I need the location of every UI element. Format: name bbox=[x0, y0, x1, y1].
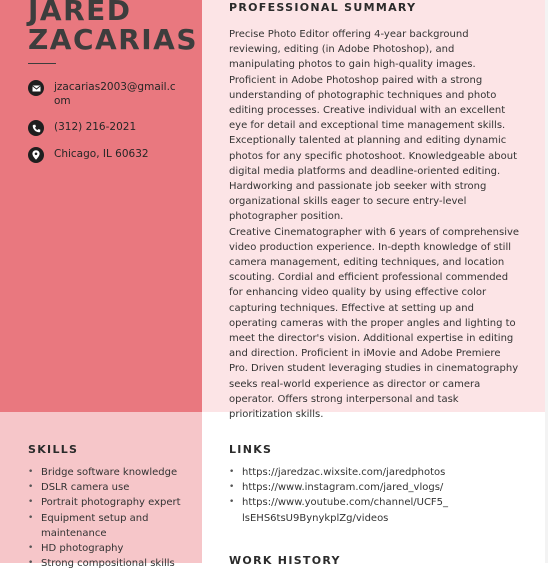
name-last: ZACARIAS bbox=[28, 23, 199, 56]
summary-paragraph-photo-editor: Precise Photo Editor offering 4-year background reviewing, editing (in Adobe Photoshop), and manipulating photos to gain high-quality images. Proficient in Adobe Photoshop paired with a strong understanding of photographic techniques and photo editing processes. Creative individual with an excellent eye for detail and exceptional time management skills. Exceptionally talented at planning and editing dynamic photos for any specific photoshoot. Knowledgeable about digital media platforms and deadline-oriented editing. Hardworking and passionate job seeker with strong organizational skills eager to secure entry-level photographer position. bbox=[229, 29, 517, 223]
link-item[interactable]: • https://www.instagram.com/jared_vlogs/ bbox=[229, 480, 449, 495]
link-item[interactable]: • https://jaredzac.wixsite.com/jaredphotos bbox=[229, 465, 449, 480]
work-history-heading: WORK HISTORY bbox=[229, 554, 341, 567]
summary-body bbox=[229, 27, 522, 422]
links-list bbox=[229, 465, 449, 526]
skills-list bbox=[28, 465, 188, 571]
location-pin-icon bbox=[28, 147, 44, 163]
contact-phone bbox=[28, 120, 178, 136]
link-item[interactable]: • https://www.youtube.com/channel/UCF5_lsEHS6tsU9BynykplZg/videos bbox=[229, 495, 449, 525]
sidebar-header-panel bbox=[0, 0, 202, 412]
name-first: JARED bbox=[28, 0, 132, 27]
email-icon bbox=[28, 80, 44, 96]
skill-item: • DSLR camera use bbox=[28, 480, 188, 495]
contact-email bbox=[28, 80, 178, 108]
skills-heading: SKILLS bbox=[28, 443, 79, 456]
skill-item: • Portrait photography expert bbox=[28, 495, 188, 510]
skill-item: • Equipment setup and maintenance bbox=[28, 511, 188, 541]
location-text: Chicago, IL 60632 bbox=[54, 148, 149, 160]
skill-item: • Bridge software knowledge bbox=[28, 465, 188, 480]
name-divider bbox=[28, 63, 56, 64]
phone-icon bbox=[28, 120, 44, 136]
email-text[interactable]: jzacarias2003@gmail.com bbox=[54, 81, 176, 107]
summary-paragraph-cinematographer: Creative Cinematographer with 6 years of comprehensive video production experience. In-depth knowledge of still camera management, editing techniques, and location scouting. Cordial and efficient professional commended for enhancing video quality by using effective color capturing techniques. Effective at setting up and operating cameras with the proper angles and lighting to meet the director's vision. Additional expertise in editing and direction. Proficient in iMovie and Adobe Premiere Pro. Driven student leveraging studies in cinematography seeks real-world experience as director or camera operator. Offers strong interpersonal and task prioritization skills. bbox=[229, 226, 520, 421]
links-heading: LINKS bbox=[229, 443, 273, 456]
phone-text[interactable]: (312) 216-2021 bbox=[54, 121, 137, 133]
summary-heading: PROFESSIONAL SUMMARY bbox=[229, 1, 417, 14]
skill-item: • Strong compositional skills bbox=[28, 556, 188, 571]
contact-location bbox=[28, 147, 178, 163]
candidate-name bbox=[28, 0, 198, 54]
skill-item: • HD photography bbox=[28, 541, 188, 556]
